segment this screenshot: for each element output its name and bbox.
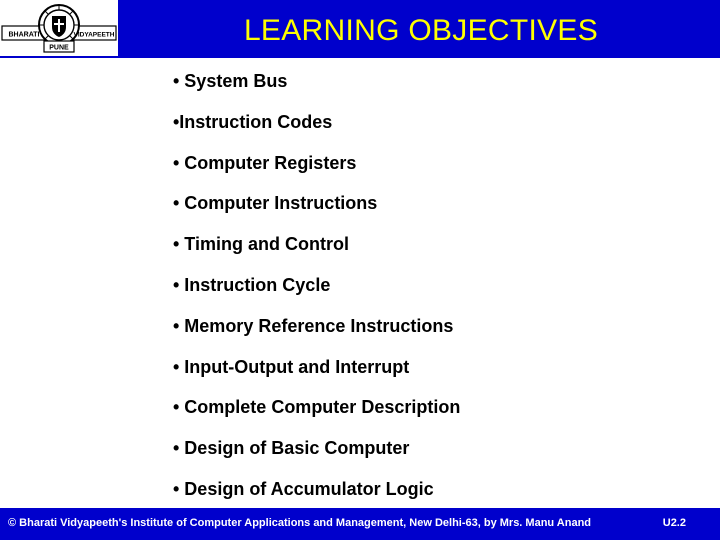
objective-item: • Design of Basic Computer: [173, 438, 410, 459]
footer-credit: © Bharati Vidyapeeth's Institute of Computer Applications and Management, New Delhi-63, by Mrs. Manu Anand: [8, 517, 592, 529]
institution-logo: [0, 0, 118, 56]
objective-item: • Computer Registers: [173, 152, 357, 173]
objectives-list: [173, 64, 460, 513]
slide-number: U2.2: [662, 517, 686, 529]
slide-title: [118, 0, 720, 58]
objective-item: • Computer Instructions: [173, 193, 378, 214]
objective-item: • System Bus: [173, 71, 288, 91]
header-bar: [0, 0, 720, 58]
objective-item: • Design of Accumulator Logic: [173, 478, 434, 499]
objective-item: • Timing and Control: [173, 234, 349, 255]
footer-bar: [0, 508, 720, 540]
objective-item: • Complete Computer Description: [173, 397, 461, 418]
logo-text-left: BHARATI: [8, 31, 40, 39]
objective-item: • Input-Output and Interrupt: [173, 356, 410, 377]
objective-item: • Instruction Cycle: [173, 274, 331, 295]
logo-text-bottom: PUNE: [49, 44, 69, 52]
logo-text-right: VIDYAPEETH: [73, 31, 115, 39]
bharati-vidyapeeth-logo-icon: [0, 0, 118, 56]
objective-item: • Memory Reference Instructions: [173, 315, 454, 336]
slide-title-text: LEARNING OBJECTIVES: [243, 14, 599, 47]
objective-item: •Instruction Codes: [173, 111, 333, 132]
